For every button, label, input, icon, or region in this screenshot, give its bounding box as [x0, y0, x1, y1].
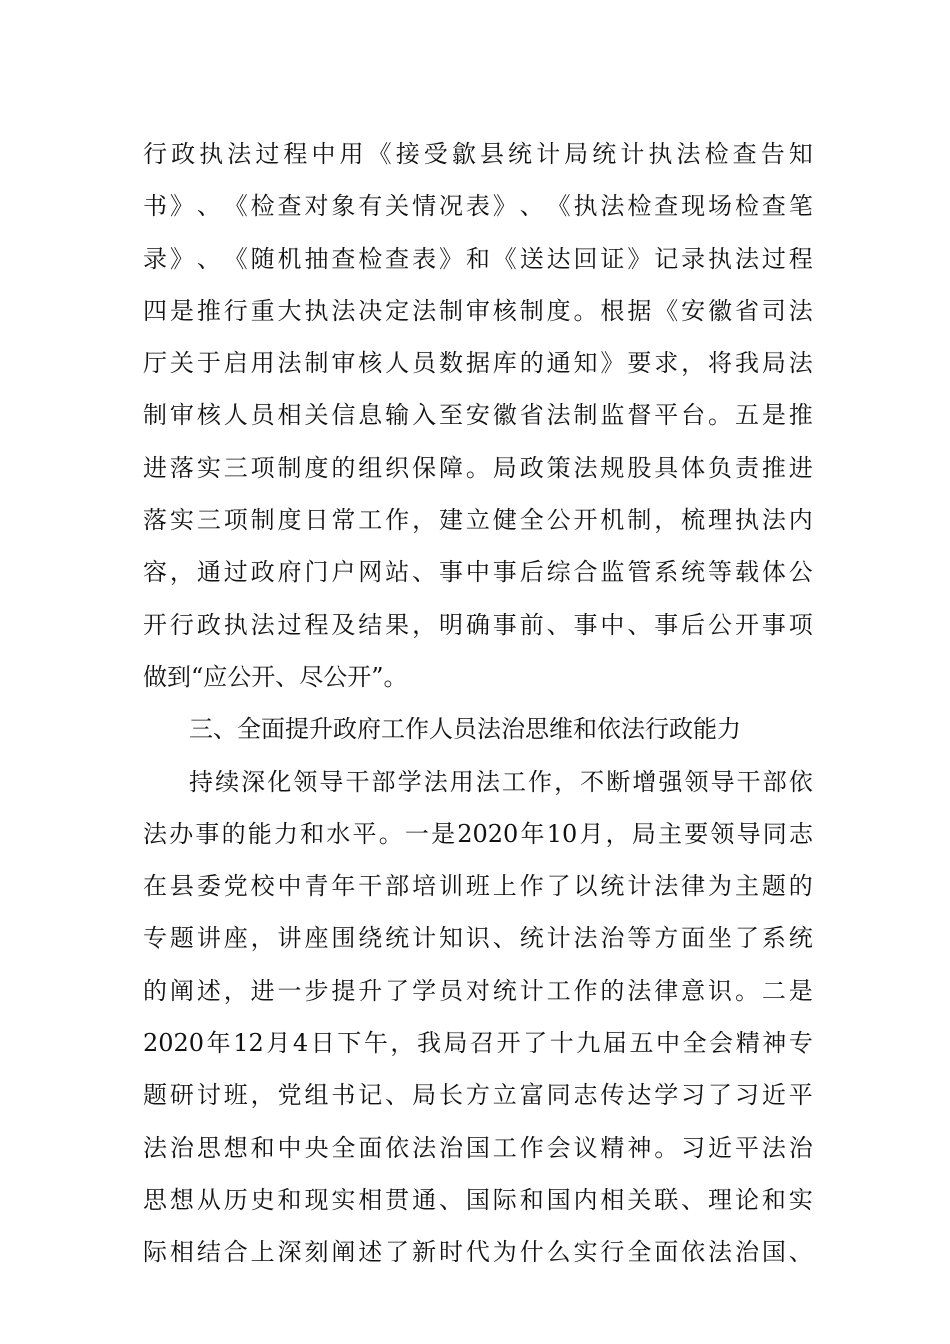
text-line: 行 政 执 法 过 程 中 用 《 接 受 歙 县 统 计 局 统 计 执 法 检 查 告 知	[143, 140, 813, 168]
text-line: 容 ， 通 过 政 府 门 户 网 站 、 事 中 事 后 综 合 监 管 系 统 等 载 体 公	[143, 558, 813, 587]
text-line: 在 县 委 党 校 中 青 年 干 部 培 训 班 上 作 了 以 统 计 法 律 为 主 题 的	[143, 872, 813, 901]
body-text	[143, 128, 813, 1279]
section-heading: 三、全面提升政府工作人员法治思维和依法行政能力	[189, 715, 741, 744]
text-line: 法 办 事 的 能 力 和 水 平 。 一 是 2020 年 10 月 ， 局 主 要 领 导 同 志	[143, 819, 813, 848]
text-line: 制 审 核 人 员 相 关 信 息 输 入 至 安 徽 省 法 制 监 督 平 台 。 五 是 推	[143, 401, 813, 430]
text-line: 2020 年 12 月 4 日 下 午 ， 我 局 召 开 了 十 九 届 五 中 全 会 精 神 专	[143, 1029, 813, 1058]
text-line: 落 实 三 项 制 度 日 常 工 作 ， 建 立 健 全 公 开 机 制 ， 梳 理 执 法 内	[143, 506, 813, 535]
text-line: 录 》 、 《 随 机 抽 查 检 查 表 》 和 《 送 达 回 证 》 记 录 执 法 过 程	[143, 244, 813, 273]
text-line: 开 行 政 执 法 过 程 及 结 果 ， 明 确 事 前 、 事 中 、 事 后 公 开 事 项	[143, 610, 813, 639]
text-line: 四 是 推 行 重 大 执 法 决 定 法 制 审 核 制 度 。 根 据 《 安 徽 省 司 法	[143, 296, 813, 325]
text-line: 思 想 从 历 史 和 现 实 相 贯 通 、 国 际 和 国 内 相 关 联 、 理 论 和 实	[143, 1185, 813, 1214]
text-line: 进 落 实 三 项 制 度 的 组 织 保 障 。 局 政 策 法 规 股 具 体 负 责 推 进	[143, 453, 813, 482]
text-line: 题 研 讨 班 ， 党 组 书 记 、 局 长 方 立 富 同 志 传 达 学 习 了 习 近 平	[143, 1081, 813, 1110]
text-line: 书 》 、 《 检 查 对 象 有 关 情 况 表 》 、 《 执 法 检 查 现 场 检 查 笔	[143, 192, 813, 221]
text-line: 厅 关 于 启 用 法 制 审 核 人 员 数 据 库 的 通 知 》 要 求 ， 将 我 局 法	[143, 349, 813, 378]
text-line: 做到“应公开、尽公开”。	[143, 662, 408, 691]
text-line: 的 阐 述 ， 进 一 步 提 升 了 学 员 对 统 计 工 作 的 法 律 意 识 。 二 是	[143, 976, 813, 1005]
text-line: 专 题 讲 座 ， 讲 座 围 绕 统 计 知 识 、 统 计 法 治 等 方 面 坐 了 系 统	[143, 924, 813, 953]
text-line: 法 治 思 想 和 中 央 全 面 依 法 治 国 工 作 会 议 精 神 。 习 近 平 法 治	[143, 1133, 813, 1162]
text-line: 际 相 结 合 上 深 刻 阐 述 了 新 时 代 为 什 么 实 行 全 面 依 法 治 国 、	[143, 1238, 813, 1267]
text-line: 持 续 深 化 领 导 干 部 学 法 用 法 工 作 ， 不 断 增 强 领 导 干 部 依	[189, 767, 813, 796]
